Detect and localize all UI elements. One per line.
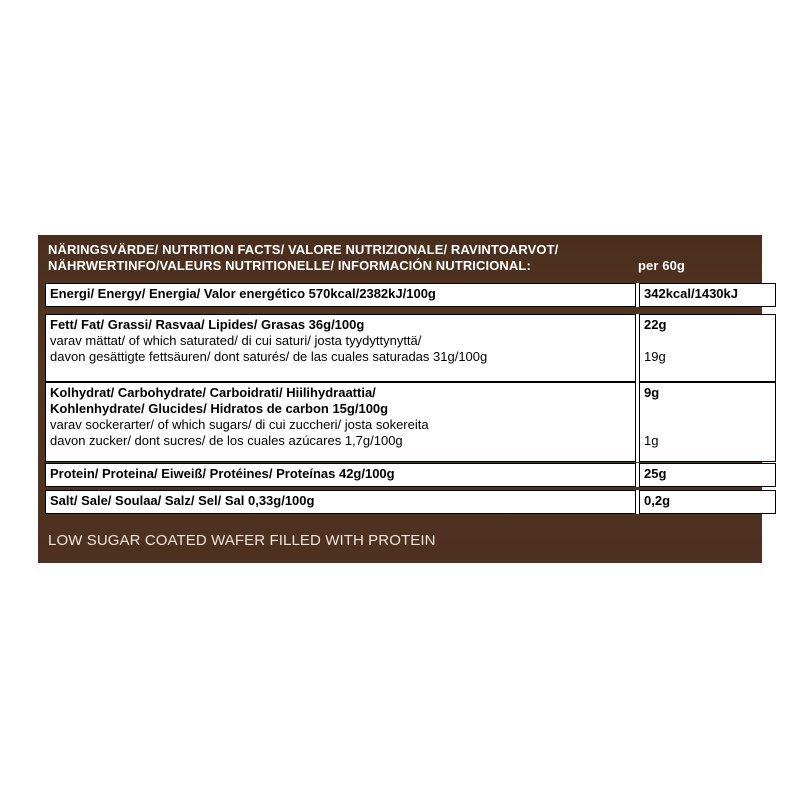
fat-saturated-label-1: varav mättat/ of which saturated/ di cui saturi/ josta tyydyttynyttä/	[50, 333, 422, 348]
carbohydrate-value: 9g	[644, 385, 660, 400]
carbohydrate-spacer-1	[644, 401, 771, 417]
protein-label: Protein/ Proteina/ Eiweiß/ Protéines/ Proteínas 42g/100g	[45, 463, 636, 487]
energy-value: 342kcal/1430kJ	[639, 283, 776, 307]
carbohydrate-spacer-2	[644, 417, 771, 433]
header-line-2-text: NÄHRWERTINFO/VALEURS NUTRITIONELLE/ INFORMACIÓN NUTRICIONAL:	[48, 258, 531, 273]
fat-saturated-value: 19g	[644, 349, 666, 364]
fat-label: Fett/ Fat/ Grassi/ Rasvaa/ Lipides/ Grasas 36g/100g	[50, 317, 365, 332]
energy-label: Energi/ Energy/ Energia/ Valor energético 570kcal/2382kJ/100g	[45, 283, 636, 307]
carbohydrate-value-cell	[639, 382, 776, 462]
fat-value: 22g	[644, 317, 667, 332]
energy-row	[45, 283, 776, 307]
nutrition-header	[48, 242, 753, 274]
fat-value-cell	[639, 314, 776, 382]
header-line-1: NÄRINGSVÄRDE/ NUTRITION FACTS/ VALORE NUTRIZIONALE/ RAVINTOARVOT/	[48, 242, 559, 257]
fat-saturated-label-2: davon gesättigte fettsäuren/ dont saturés/ de las cuales saturadas 31g/100g	[50, 349, 488, 364]
product-description: LOW SUGAR COATED WAFER FILLED WITH PROTEIN	[48, 532, 436, 549]
carbohydrate-label-1: Kolhydrat/ Carbohydrate/ Carboidrati/ Hiilihydraattia/	[50, 385, 376, 400]
sugars-label-1: varav sockerarter/ of which sugars/ di cui zuccheri/ josta sokereita	[50, 417, 429, 432]
sugars-value: 1g	[644, 433, 659, 448]
protein-value: 25g	[639, 463, 776, 487]
carbohydrate-label-2: Kohlenhydrate/ Glucides/ Hidratos de carbon 15g/100g	[50, 401, 389, 416]
fat-label-cell	[45, 314, 636, 382]
carbohydrate-row	[45, 382, 776, 462]
header-line-2	[48, 258, 753, 274]
salt-row	[45, 490, 776, 514]
carbohydrate-label-cell	[45, 382, 636, 462]
fat-row	[45, 314, 776, 382]
sugars-label-2: davon zucker/ dont sucres/ de los cuales azúcares 1,7g/100g	[50, 433, 403, 448]
protein-row	[45, 463, 776, 487]
salt-label: Salt/ Sale/ Soulaa/ Salz/ Sel/ Sal 0,33g/100g	[45, 490, 636, 514]
salt-value: 0,2g	[639, 490, 776, 514]
fat-spacer	[644, 333, 771, 349]
per-serving-label: per 60g	[638, 258, 685, 273]
